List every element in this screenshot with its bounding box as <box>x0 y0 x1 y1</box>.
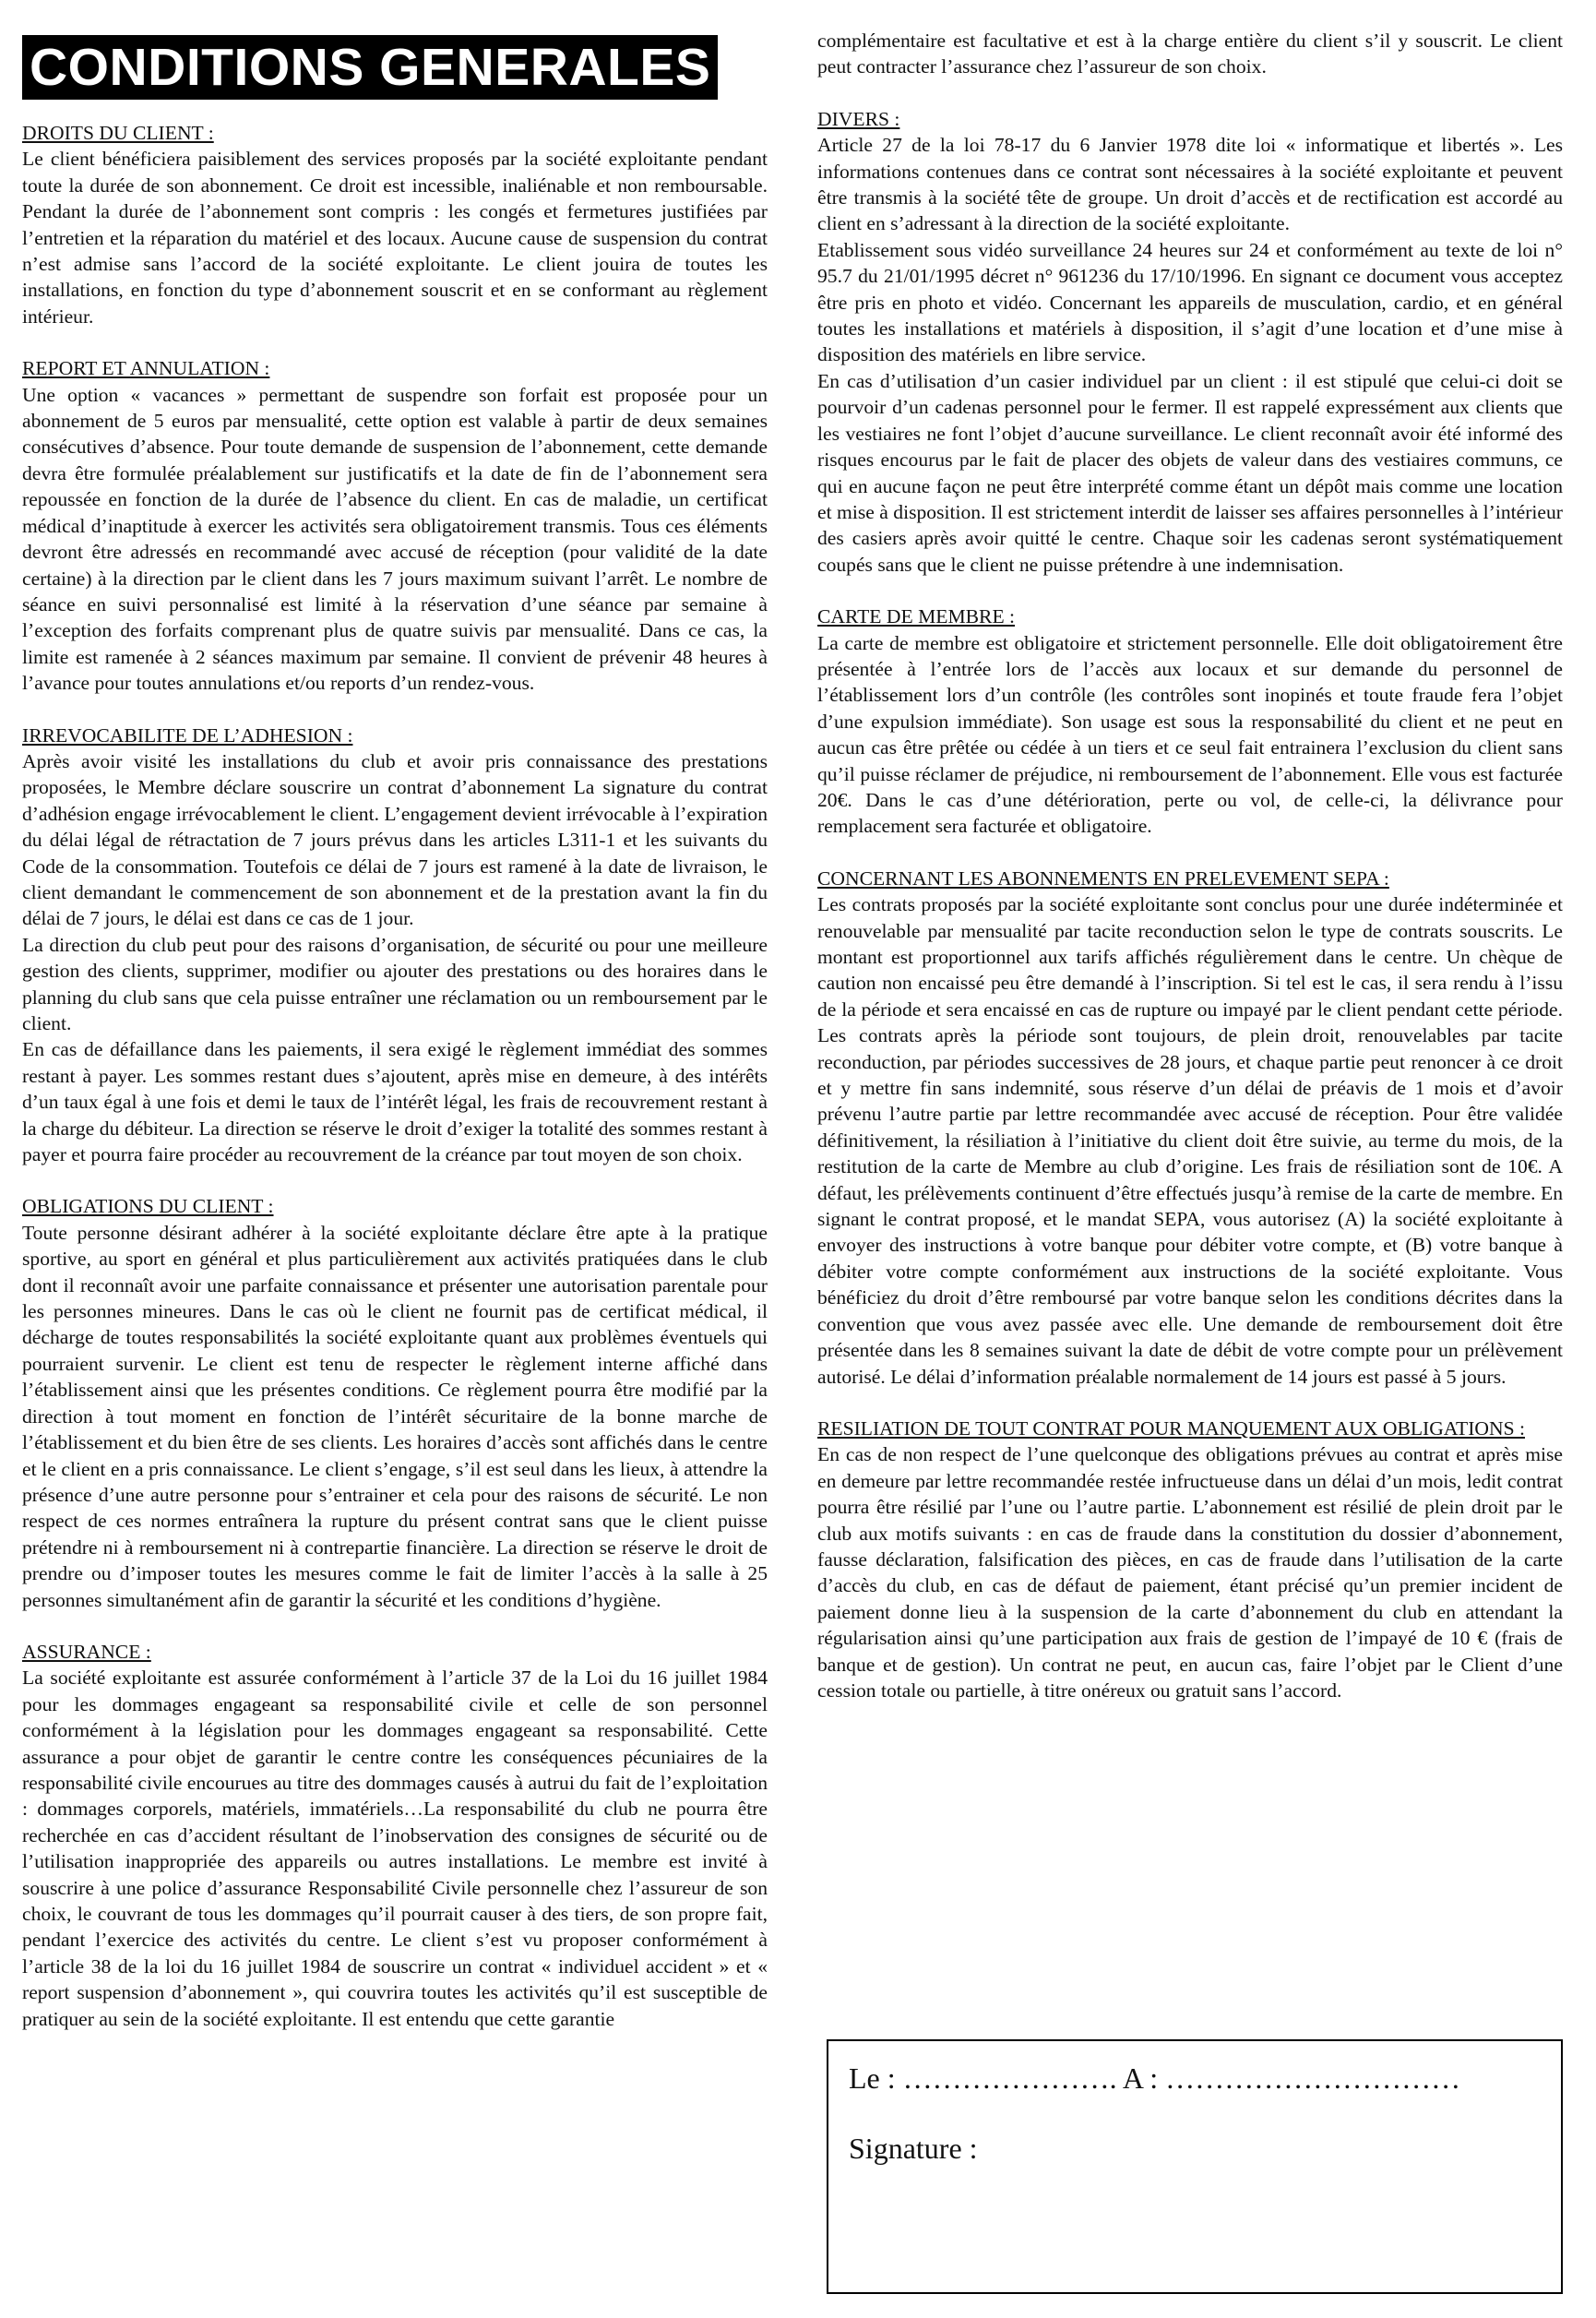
section-paragraph: Les contrats proposés par la société exploitante sont conclus pour une durée indéterminée et renouvelable par mensualité par tacite reconduction selon le type de contrats souscrits. Le montant est proportionnel aux tarifs affichés régulièrement dans le centre. Un chèque de caution non encaissé peu être demandé à l’inscription. Si tel est le cas, il sera rendu à l’issu de la période et sera encaissé en cas de rupture ou impayé par le client pendant cette période. Les contrats après la période sont toujours, de plein droit, renouvelables par tacite reconduction, par périodes successives de 28 jours, et chaque partie peut renoncer à ce droit et y mettre fin sans indemnité, sous réserve d’un délai de préavis de 1 mois et d’avoir prévenu l’autre partie par lettre recommandée avec accusé de réception. Pour être validée définitivement, la résiliation à l’initiative du client doit être suivie, au terme du mois, de la restitution de la carte de Membre au club d’origine. Les frais de résiliation sont de 10€. A défaut, les prélèvements continuent d’être effectués jusqu’à remise de la carte de membre. En signant le contrat proposé, et le mandat SEPA, vous autorisez (A) la société exploitante à envoyer des instructions à votre banque pour débiter votre compte, et (B) votre banque à débiter votre compte conformément aux instructions de la société exploitante. Vous bénéficiez du droit d’être remboursé par votre banque selon les conditions décrites dans la convention que vous avez passée avec elle. Une demande de remboursement doit être présentée dans les 8 semaines suivant la date de débit de votre compte pour un prélèvement autorisé. Le délai d’information préalable normalement de 14 jours est passé à 5 jours. <box>817 893 1563 1388</box>
section <box>22 1639 768 2032</box>
section-paragraph: Après avoir visité les installations du club et avoir pris connaissance des prestations proposées, le Membre déclare souscrire un contrat d’abonnement La signature du contrat d’adhésion engage irrévocablement le client. L’engagement devient irrévocable à l’expiration du délai légal de rétractation de 7 jours prévus dans les articles L311-1 et les suivants du Code de la consommation. Toutefois ce délai de 7 jours est ramené à la date de livraison, le client demandant le commencement de son abonnement et de la prestation avant la fin du délai de 7 jours, le délai est dans ce cas de 1 jour. <box>22 749 768 930</box>
section-paragraph: La société exploitante est assurée conformément à l’article 37 de la Loi du 16 juillet 1984 pour les dommages engageant sa responsabilité civile et celle de son personnel conformément à la législation pour les dommages engageant sa responsabilité. Cette assurance a pour objet de garantir le centre contre les conséquences pécuniaires de la responsabilité civile encourues au titre des dommages causés à autrui du fait de l’exploitation : dommages corporels, matériels, immatériels…La responsabilité du club ne pourra être recherchée en cas d’accident résultant de l’inobservation des consignes de sécurité ou de l’utilisation inappropriée des appareils ou autres installations. Le membre est invité à souscrire à une police d’assurance Responsabilité Civile personnelle chez l’assureur de son choix, le couvrant de tous les dommages qu’il pourrait causer à des tiers, de son propre fait, pendant l’exercice des activités du centre. Le client s’est vu proposer conformément à l’article 38 de la loi du 16 juillet 1984 de souscrire un contrat « individuel accident » et « report suspension d’abonnement », qui couvrira toutes les activités qu’il est susceptible de pratiquer au sein de la société exploitante. Il est entendu que cette garantie <box>22 1667 768 2030</box>
section <box>817 866 1563 1390</box>
section-heading: REPORT ET ANNULATION : <box>22 357 270 380</box>
section-heading: IRREVOCABILITE DE L’ADHESION : <box>22 723 353 747</box>
section <box>817 106 1563 578</box>
section-paragraph: En cas d’utilisation d’un casier individuel par un client : il est stipulé que celui-ci doit se pourvoir d’un cadenas personnel pour le fermer. Il est rappelé expressément aux clients que les vestiaires ne font l’objet d’aucune surveillance. Le client reconnaît avoir été informé des risques encourus par le fait de placer des objets de valeur dans des vestiaires communs, ce qui en aucune façon ne peut être interprété comme étant un dépôt mais comme une location et mise à disposition. Il est strictement interdit de laisser ses affaires personnelles à l’intérieur des casiers après avoir quitté le centre. Chaque soir les cadenas seront systématiquement coupés sans que le client ne puisse prétendre à une indemnisation. <box>817 369 1563 576</box>
section-paragraph: Une option « vacances » permettant de suspendre son forfait est proposée pour un abonnement de 5 euros par mensualité, cette option est valable à partir de deux semaines consécutives d’absence. Pour toute demande de suspension de l’abonnement, cette demande devra être formulée préalablement sur justificatifs et la date de fin de l’abonnement sera repoussée en fonction de la durée de l’absence du client. En cas de maladie, un certificat médical d’inaptitude à exercer les activités sera obligatoirement transmis. Tous ces éléments devront être adressés en recommandé avec accusé de réception (pour validité de la date certaine) à la direction par le client dans les 7 jours maximum suivant l’arrêt. Le nombre de séance en suivi personnalisé est limité à la réservation d’une séance par semaine à l’exception des forfaits comprenant plus de quatre suivis par mensualité. Dans ce cas, la limite est ramenée à 2 séances maximum par semaine. Il convient de prévenir 48 heures à l’avance pour toutes annulations et/ou reports d’un rendez-vous. <box>22 383 768 695</box>
signature-box[interactable] <box>827 2039 1563 2294</box>
section-paragraph: Toute personne désirant adhérer à la société exploitante déclare être apte à la pratique sportive, au sport en général et plus particulièrement aux activités pratiquées dans le club dont il reconnaît avoir une parfaite connaissance et présenter une autorisation parentale pour les personnes mineures. Dans le cas où le client ne fournit pas de certificat médical, il décharge de toutes responsabilités la société exploitante quant aux problèmes éventuels qui pourraient survenir. Le client est tenu de respecter le règlement interne affiché dans l’établissement ainsi que les présentes conditions. Ce règlement pourra être modifié par la direction à tout moment en fonction de l’intérêt sécuritaire de la bonne marche de l’établissement et du bien être de ses clients. Les horaires d’accès sont affichés dans le centre et le client en a pris connaissance. Le client s’engage, s’il est seul dans les lieux, à attendre la présence d’une autre personne pour s’entrainer et cela pour des raisons de sécurité. Le non respect de ces normes entraînera la rupture du présent contrat sans que le client puisse prétendre ni à remboursement ni à contrepartie financière. La direction se réserve le droit de prendre ou d’imposer toutes les mesures comme le fait de limiter l’accès à la salle à 25 personnes simultanément afin de garantir la sécurité et les conditions d’hygiène. <box>22 1221 768 1611</box>
section <box>817 28 1563 80</box>
section-heading: CARTE DE MEMBRE : <box>817 605 1016 628</box>
section-heading: DIVERS : <box>817 107 900 130</box>
section-paragraph: En cas de non respect de l’une quelconque des obligations prévues au contrat et après mise en demeure par lettre recommandée restée infructueuse dans un délai d’un mois, ledit contrat pourra être résilié par l’une ou l’autre partie. L’abonnement est résilié de plein droit par le club aux motifs suivants : en cas de fraude dans la constitution du dossier d’abonnement, fausse déclaration, falsification des pièces, en cas de fraude dans l’utilisation de la carte d’accès du club, en cas de défaut de paiement, étant précisé qu’un premier incident de paiement donne lieu à la suspension de la carte d’abonnement du club en attendant la régularisation ainsi qu’une participation aux frais de gestion de l’impayé de 10 € (frais de banque et de gestion). Un contrat ne peut, en aucun cas, faire l’objet par le Client d’une cession totale ou partielle, à titre onéreux ou gratuit sans l’accord. <box>817 1443 1563 1702</box>
section-heading: OBLIGATIONS DU CLIENT : <box>22 1195 274 1218</box>
date-place-line: Le : …………………. A : ………………………… <box>849 2061 1461 2095</box>
section-paragraph: Article 27 de la loi 78-17 du 6 Janvier 1978 dite loi « informatique et libertés ». Les informations contenues dans ce contrat sont nécessaires à la société exploitante et peuvent être transmis à la société tête de groupe. Un droit d’accès et de rectification est accordé au client en s’adressant à la direction de la société exploitante. <box>817 134 1563 235</box>
section-heading: DROITS DU CLIENT : <box>22 122 214 144</box>
section <box>817 1416 1563 1703</box>
left-column <box>22 26 768 2058</box>
right-column <box>817 28 1563 1729</box>
section-heading: ASSURANCE : <box>22 1640 151 1663</box>
section-paragraph: Etablissement sous vidéo surveillance 24 heures sur 24 et conformément au texte de loi n° 95.7 du 21/01/1995 décret n° 961236 du 17/10/1996. En signant ce document vous acceptez être pris en photo et vidéo. Concernant les appareils de musculation, cardio, et en général toutes les installations et matériels à disposition, il s’agit d’une location et d’une mise à disposition des matériels en libre service. <box>817 238 1563 366</box>
section-paragraph: En cas de défaillance dans les paiements, il sera exigé le règlement immédiat des sommes restant à payer. Les sommes restant dues s’ajoutent, après mise en demeure, à des intérêts d’un taux égal à une fois et demi le taux de l’intérêt légal, les frais de recouvrement restant à la charge du débiteur. La direction se réserve le droit d’exiger la totalité des sommes restant à payer et pourra faire procéder au recouvrement de la créance par tout moyen de son choix. <box>22 1038 768 1166</box>
page-title: CONDITIONS GENERALES <box>22 35 718 100</box>
section-paragraph: La direction du club peut pour des raisons d’organisation, de sécurité ou pour une meilleure gestion des clients, supprimer, modifier ou ajouter des prestations ou des horaires dans le planning du club sans que cela puisse entraîner une réclamation ou un remboursement par le client. <box>22 933 768 1034</box>
section-paragraph: complémentaire est facultative et est à la charge entière du client s’il y souscrit. Le client peut contracter l’assurance chez l’assureur de son choix. <box>817 30 1563 78</box>
section <box>817 603 1563 840</box>
section-paragraph: La carte de membre est obligatoire et strictement personnelle. Elle doit obligatoirement être présentée à l’entrée lors de l’accès aux locaux et sur demande du personnel de l’établissement lors d’un contrôle (les contrôles sont inopinés et toute fraude fera l’objet d’une expulsion immédiate). Son usage est sous la responsabilité du client et ne peut en aucun cas être prêtée ou cédée à un tiers et ce seul fait entrainera l’exclusion du client sans qu’il puisse réclamer de préjudice, ni remboursement de l’abonnement. Elle vous est facturée 20€. Dans le cas d’une détérioration, perte ou vol, de celle-ci, la délivrance pour remplacement sera facturée et obligatoire. <box>817 631 1563 838</box>
left-sections <box>22 120 768 2032</box>
section <box>22 1193 768 1613</box>
section-heading: CONCERNANT LES ABONNEMENTS EN PRELEVEMENT SEPA : <box>817 866 1389 890</box>
signature-label: Signature : <box>849 2132 978 2165</box>
right-sections <box>817 28 1563 1703</box>
section <box>22 355 768 696</box>
section <box>22 723 768 1168</box>
section-heading: RESILIATION DE TOUT CONTRAT POUR MANQUEMENT AUX OBLIGATIONS : <box>817 1416 1525 1440</box>
section <box>22 120 768 329</box>
section-paragraph: Le client bénéficiera paisiblement des services proposés par la société exploitante pendant toute la durée de son abonnement. Ce droit est incessible, inaliénable et non remboursable. Pendant la durée de l’abonnement sont compris : les congés et fermetures justifiées par l’entretien et la réparation du matériel et des locaux. Aucune cause de suspension du contrat n’est admise sans l’accord de la société exploitante. Le client jouira de toutes les installations, en fonction du type d’abonnement souscrit et en se conformant au règlement intérieur. <box>22 148 768 328</box>
